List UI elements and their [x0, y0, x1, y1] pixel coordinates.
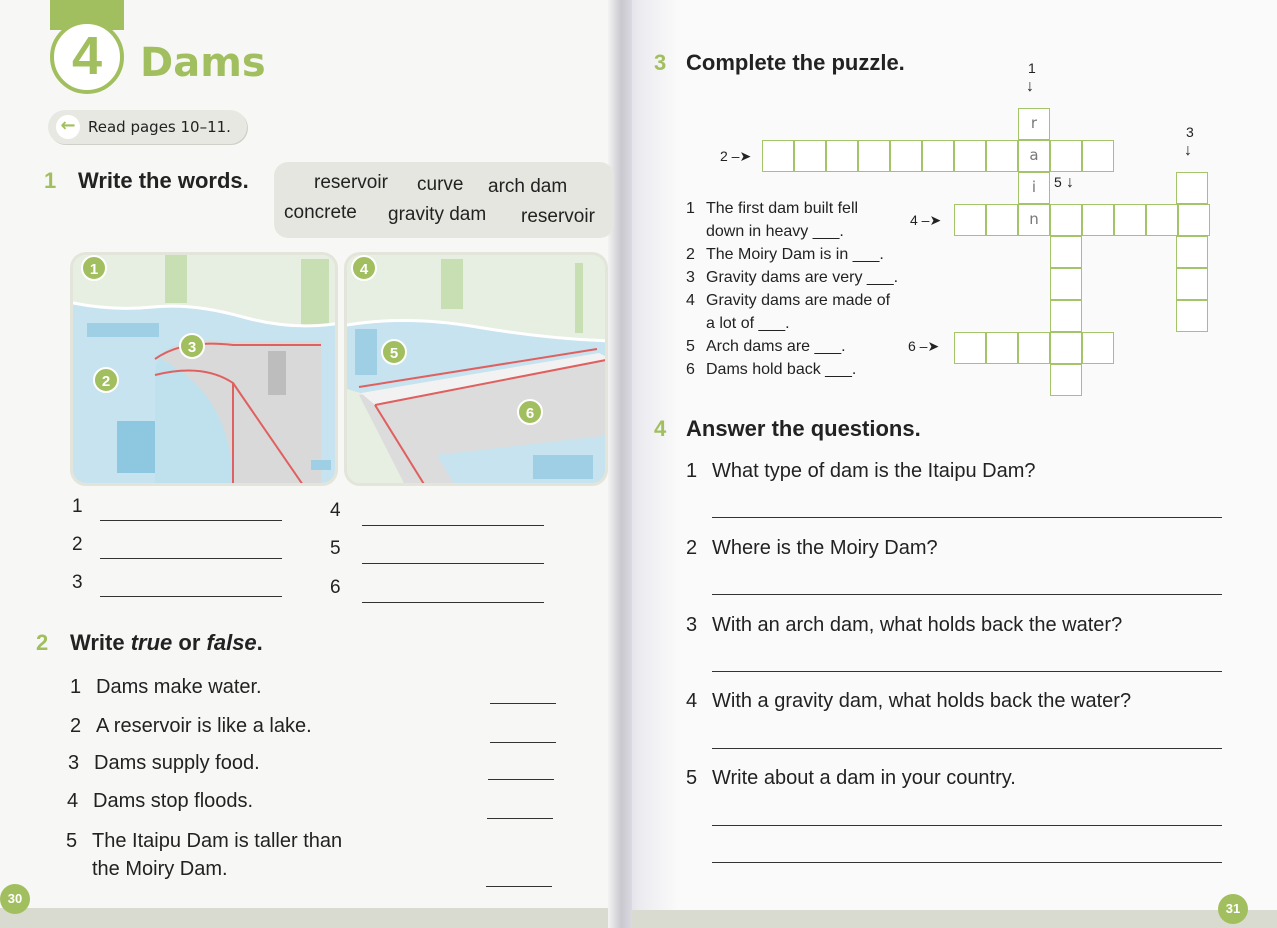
crossword-cell[interactable]: [1082, 204, 1114, 236]
crossword-cell[interactable]: [954, 140, 986, 172]
clue-item: [686, 246, 884, 264]
crossword-cell[interactable]: [1176, 236, 1208, 268]
clue-text: Dams hold back ___.: [706, 361, 857, 378]
crossword-cell[interactable]: [986, 332, 1018, 364]
question-text: Write about a dam in your country.: [712, 767, 1016, 789]
answer-line[interactable]: [712, 594, 1222, 595]
exercise-2-title: [70, 630, 263, 656]
title-text: .: [256, 630, 263, 655]
word-item: gravity dam: [388, 204, 487, 225]
question-text: What type of dam is the Itaipu Dam?: [712, 460, 1036, 482]
exercise-3-title: Complete the puzzle.: [686, 50, 905, 75]
crossword-cell[interactable]: [1050, 300, 1082, 332]
clue-text: The first dam built fell: [706, 200, 859, 217]
item-text: Dams make water.: [96, 676, 262, 698]
clue-item: [686, 269, 898, 287]
crossword-cell[interactable]: [986, 140, 1018, 172]
gravity-dam-drawing: [347, 255, 608, 486]
crossword-cell[interactable]: [1050, 204, 1082, 236]
tf-item: [70, 676, 262, 699]
answer-line[interactable]: [362, 525, 544, 526]
exercise-4-title: Answer the questions.: [686, 416, 921, 441]
answer-line[interactable]: [100, 558, 282, 559]
exercise-4-number: 4: [654, 416, 667, 441]
word-box: [274, 162, 614, 238]
answer-line[interactable]: [712, 748, 1222, 749]
item-number: 2: [70, 715, 82, 737]
clue-number: 1: [686, 200, 695, 217]
title-text: or: [172, 630, 207, 655]
crossword-cell[interactable]: [1176, 172, 1208, 204]
crossword-cell[interactable]: [1082, 140, 1114, 172]
crossword-cell[interactable]: r: [1018, 108, 1050, 140]
crossword-cell[interactable]: [1018, 332, 1050, 364]
clue-item: [686, 292, 890, 310]
clue-item: [686, 200, 858, 218]
crossword-cell[interactable]: [1050, 364, 1082, 396]
exercise-3-number: 3: [654, 50, 667, 75]
question-number: 3: [686, 614, 698, 636]
tf-item: [67, 790, 253, 813]
crossword-cell[interactable]: [858, 140, 890, 172]
crossword-cell[interactable]: a: [1018, 140, 1050, 172]
question-text: Where is the Moiry Dam?: [712, 537, 938, 559]
answer-number: 4: [330, 500, 341, 521]
exercise-1-number: 1: [44, 168, 57, 193]
question-item: [686, 537, 938, 560]
item-text: Dams stop floods.: [93, 790, 254, 812]
arch-dam-illustration: [70, 252, 338, 486]
answer-line[interactable]: [362, 563, 544, 564]
crossword-cell[interactable]: i: [1018, 172, 1050, 204]
tf-item: [70, 715, 312, 738]
answer-line[interactable]: [712, 517, 1222, 518]
tf-answer-line[interactable]: [490, 703, 556, 704]
tf-item: [66, 830, 342, 853]
question-number: 4: [686, 690, 698, 712]
item-number: 5: [66, 830, 78, 852]
unit-number-badge: 4: [50, 20, 124, 94]
crossword-cell[interactable]: [794, 140, 826, 172]
question-item: [686, 767, 1016, 790]
answer-line[interactable]: [712, 671, 1222, 672]
crossword-cell[interactable]: [1176, 268, 1208, 300]
crossword-cell[interactable]: [1178, 204, 1210, 236]
question-item: [686, 690, 1131, 713]
answer-line[interactable]: [362, 602, 544, 603]
label-4: 4: [351, 255, 377, 281]
book-spine: [608, 0, 632, 928]
answer-line[interactable]: [100, 596, 282, 597]
clue-label-3: 3: [1186, 124, 1194, 140]
label-3: 3: [179, 333, 205, 359]
answer-line[interactable]: [712, 825, 1222, 826]
crossword-cell[interactable]: [1146, 204, 1178, 236]
word-item: curve: [417, 174, 464, 195]
crossword-cell[interactable]: [986, 204, 1018, 236]
item-number: 4: [67, 790, 79, 812]
question-text: With a gravity dam, what holds back the water?: [712, 690, 1132, 712]
crossword-cell[interactable]: [1050, 332, 1082, 364]
crossword-cell[interactable]: [954, 332, 986, 364]
clue-item: [686, 361, 856, 379]
crossword-cell[interactable]: [1114, 204, 1146, 236]
crossword-cell[interactable]: [954, 204, 986, 236]
crossword-cell[interactable]: [826, 140, 858, 172]
question-number: 2: [686, 537, 698, 559]
tf-item: [68, 752, 260, 775]
answer-number: 3: [72, 572, 83, 593]
item-number: 1: [70, 676, 82, 698]
title-text: Write: [70, 630, 131, 655]
question-number: 5: [686, 767, 698, 789]
crossword-cell[interactable]: [1082, 332, 1114, 364]
tf-item-continued: the Moiry Dam.: [92, 858, 228, 880]
exercise-1-title: Write the words.: [78, 168, 249, 193]
clue-label-1: 1: [1028, 60, 1036, 76]
down-arrow-icon: ↓: [1026, 78, 1034, 95]
clue-text: Gravity dams are made of: [706, 292, 891, 309]
answer-number: 2: [72, 534, 83, 555]
answer-number: 6: [330, 577, 341, 598]
clue-item: [686, 338, 846, 356]
tf-answer-line[interactable]: [487, 818, 553, 819]
clue-text: Arch dams are ___.: [706, 338, 846, 355]
clue-label-4: 4 –➤: [910, 212, 942, 228]
clue-label-5: 5: [1054, 174, 1062, 190]
question-text: With an arch dam, what holds back the water?: [712, 614, 1123, 636]
crossword-cell[interactable]: [1050, 268, 1082, 300]
page-number-left: 30: [0, 884, 30, 914]
question-item: [686, 460, 1036, 483]
crossword-cell[interactable]: [1050, 140, 1082, 172]
clue-number: 5: [686, 338, 695, 355]
answer-line[interactable]: [100, 520, 282, 521]
label-2: 2: [93, 367, 119, 393]
title-true: true: [130, 630, 173, 655]
answer-number: 5: [330, 538, 341, 559]
question-number: 1: [686, 460, 698, 482]
exercise-2-number: 2: [36, 630, 49, 655]
item-text: A reservoir is like a lake.: [96, 715, 312, 737]
tf-answer-line[interactable]: [488, 779, 554, 780]
word-item: reservoir: [314, 172, 388, 193]
crossword-cell[interactable]: [890, 140, 922, 172]
answer-line[interactable]: [712, 862, 1222, 863]
tf-answer-line[interactable]: [486, 886, 552, 887]
crossword-cell[interactable]: [922, 140, 954, 172]
clue-number: 4: [686, 292, 695, 309]
clue-number: 6: [686, 361, 695, 378]
clue-text: The Moiry Dam is in ___.: [706, 246, 884, 263]
down-arrow-icon: ↓: [1184, 142, 1192, 159]
clue-label-6: 6 –➤: [908, 338, 940, 354]
read-pages-pill: [48, 110, 247, 144]
word-item: concrete: [284, 202, 357, 223]
crossword-cell[interactable]: [762, 140, 794, 172]
unit-title: Dams: [140, 40, 266, 86]
down-arrow-icon: ↓: [1066, 174, 1074, 191]
item-text: The Itaipu Dam is taller than: [92, 830, 343, 852]
crossword-cell[interactable]: n: [1018, 204, 1050, 236]
crossword-cell[interactable]: [1176, 300, 1208, 332]
clue-number: 3: [686, 269, 695, 286]
page-number-right: 31: [1218, 894, 1248, 924]
word-item: arch dam: [488, 176, 568, 197]
clue-text: Gravity dams are very ___.: [706, 269, 899, 286]
back-arrow-icon: ←: [56, 115, 80, 139]
clue-item-continued: down in heavy ___.: [706, 223, 844, 240]
clue-item-continued: a lot of ___.: [706, 315, 790, 332]
gravity-dam-illustration: [344, 252, 608, 486]
title-false: false: [206, 630, 257, 655]
word-item: reservoir: [521, 206, 595, 227]
label-1: 1: [81, 255, 107, 281]
item-number: 3: [68, 752, 80, 774]
item-text: Dams supply food.: [94, 752, 260, 774]
clue-number: 2: [686, 246, 695, 263]
crossword-cell[interactable]: [1050, 236, 1082, 268]
label-6: 6: [517, 399, 543, 425]
tf-answer-line[interactable]: [490, 742, 556, 743]
clue-label-2: 2 –➤: [720, 148, 752, 164]
label-5: 5: [381, 339, 407, 365]
read-pages-label: Read pages 10–11.: [88, 118, 231, 136]
answer-number: 1: [72, 496, 83, 517]
question-item: [686, 614, 1122, 637]
